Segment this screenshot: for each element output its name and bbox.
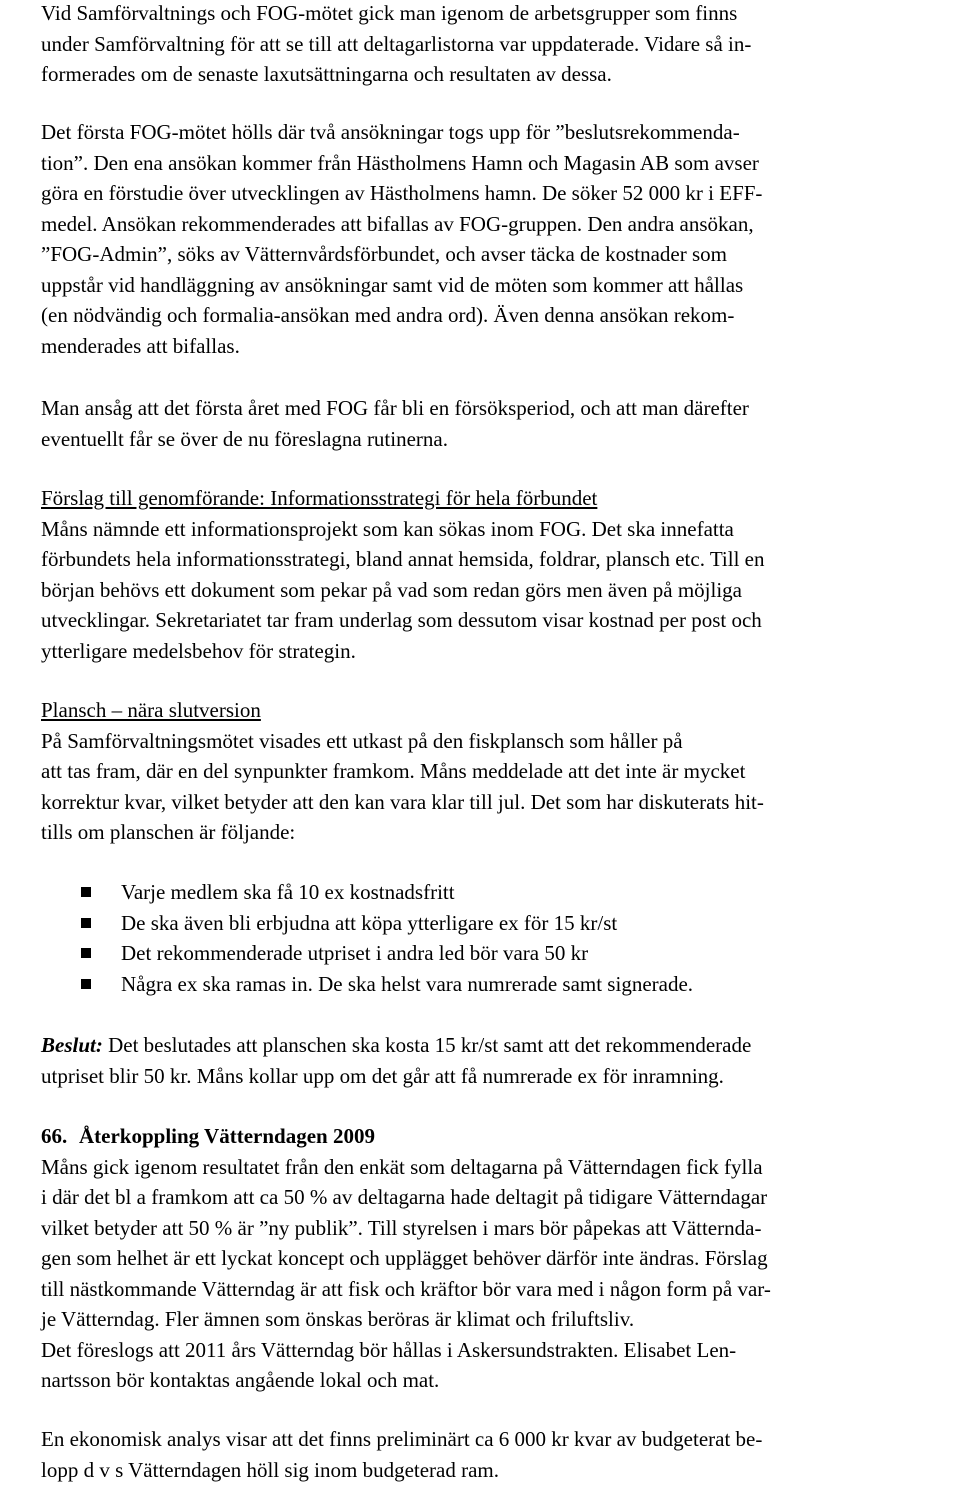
list-item-text: De ska även bli erbjudna att köpa ytterligare ex för 15 kr/st <box>121 911 617 935</box>
list-item-text: Det rekommenderade utpriset i andra led bör vara 50 kr <box>121 941 588 965</box>
section-information-strategy <box>41 483 765 666</box>
paragraph-trial-period <box>41 393 749 454</box>
text-line: förbundets hela informationsstrategi, bland annat hemsida, foldrar, plansch etc. Till en <box>41 544 765 575</box>
paragraph-samforvaltning <box>41 0 751 90</box>
decision-paragraph <box>41 1030 751 1091</box>
decision-label: Beslut: <box>41 1033 103 1057</box>
text-line: uppstår vid handläggning av ansökningar samt vid de möten som kommer att hållas <box>41 270 762 301</box>
text-line: Måns gick igenom resultatet från den enkät som deltagarna på Vätterndagen fick fylla <box>41 1152 771 1183</box>
text-line: till nästkommande Vätterndag är att fisk och kräftor bör vara med i någon form på var- <box>41 1274 771 1305</box>
text-line: På Samförvaltningsmötet visades ett utkast på den fiskplansch som håller på <box>41 726 764 757</box>
text-line: att tas fram, där en del synpunkter framkom. Måns meddelade att det inte är mycket <box>41 756 764 787</box>
text-line: tills om planschen är följande: <box>41 817 764 848</box>
text-line: början behövs ett dokument som pekar på vad som redan görs men även på möjliga <box>41 575 765 606</box>
text-line: eventuellt får se över de nu föreslagna rutinerna. <box>41 424 749 455</box>
text-line: utpriset blir 50 kr. Måns kollar upp om det går att få numrerade ex för inramning. <box>41 1061 751 1092</box>
list-item <box>41 969 693 1000</box>
section-heading: Plansch – nära slutversion <box>41 695 764 726</box>
text-line: medel. Ansökan rekommenderades att bifallas av FOG-gruppen. Den andra ansökan, <box>41 209 762 240</box>
text-line: ”FOG-Admin”, söks av Vätternvårdsförbundet, och avser täcka de kostnader som <box>41 239 762 270</box>
text-line: je Vätterndag. Fler ämnen som önskas beröras är klimat och friluftsliv. <box>41 1304 771 1335</box>
text-line: korrektur kvar, vilket betyder att den kan vara klar till jul. Det som har diskuterats hit- <box>41 787 764 818</box>
section-number: 66. <box>41 1121 79 1152</box>
text-line: Måns nämnde ett informationsprojekt som kan sökas inom FOG. Det ska innefatta <box>41 514 765 545</box>
section-heading: Förslag till genomförande: Informationsstrategi för hela förbundet <box>41 483 765 514</box>
section-66 <box>41 1121 771 1396</box>
text-line: formerades om de senaste laxutsättningarna och resultaten av dessa. <box>41 59 751 90</box>
text-line: i där det bl a framkom att ca 50 % av deltagarna hade deltagit på tidigare Vätterndagar <box>41 1182 771 1213</box>
plansch-bullet-list <box>41 877 693 999</box>
text-line: tion”. Den ena ansökan kommer från Hästholmens Hamn och Magasin AB som avser <box>41 148 762 179</box>
text-line: lopp d v s Vätterndagen höll sig inom budgeterad ram. <box>41 1455 762 1485</box>
square-bullet-icon <box>81 948 91 958</box>
text-line <box>41 1030 751 1061</box>
text-line: ytterligare medelsbehov för strategin. <box>41 636 765 667</box>
square-bullet-icon <box>81 918 91 928</box>
text-line: vilket betyder att 50 % är ”ny publik”. Till styrelsen i mars bör påpekas att Vätternda- <box>41 1213 771 1244</box>
text-line: Man ansåg att det första året med FOG får bli en försöksperiod, och att man därefter <box>41 393 749 424</box>
list-item-text: Några ex ska ramas in. De ska helst vara numrerade samt signerade. <box>121 972 693 996</box>
text-line: gen som helhet är ett lyckat koncept och upplägget behöver därför inte ändras. Förslag <box>41 1243 771 1274</box>
text-line: under Samförvaltning för att se till att deltagarlistorna var uppdaterade. Vidare så in- <box>41 29 751 60</box>
text-line: menderades att bifallas. <box>41 331 762 362</box>
paragraph-fog-meeting <box>41 117 762 361</box>
text-line: Vid Samförvaltnings och FOG-mötet gick man igenom de arbetsgrupper som finns <box>41 0 751 29</box>
list-item <box>41 908 693 939</box>
list-item <box>41 877 693 908</box>
section-title <box>41 1121 771 1152</box>
square-bullet-icon <box>81 979 91 989</box>
text-line: (en nödvändig och formalia-ansökan med andra ord). Även denna ansökan rekom- <box>41 300 762 331</box>
section-title-text: Återkoppling Vätterndagen 2009 <box>79 1124 375 1148</box>
list-item-text: Varje medlem ska få 10 ex kostnadsfritt <box>121 880 455 904</box>
text-line: Det första FOG-mötet hölls där två ansökningar togs upp för ”beslutsrekommenda- <box>41 117 762 148</box>
text-line: utvecklingar. Sekretariatet tar fram underlag som dessutom visar kostnad per post och <box>41 605 765 636</box>
text-line: Det föreslogs att 2011 års Vätterndag bör hållas i Askersundstrakten. Elisabet Len- <box>41 1335 771 1366</box>
text-line: En ekonomisk analys visar att det finns preliminärt ca 6 000 kr kvar av budgeterat be- <box>41 1424 762 1455</box>
square-bullet-icon <box>81 887 91 897</box>
decision-text: Det beslutades att planschen ska kosta 15 kr/st samt att det rekommenderade <box>103 1033 751 1057</box>
list-item <box>41 938 693 969</box>
section-plansch <box>41 695 764 848</box>
text-line: nartsson bör kontaktas angående lokal och mat. <box>41 1365 771 1396</box>
paragraph-budget <box>41 1424 762 1485</box>
text-line: göra en förstudie över utvecklingen av Hästholmens hamn. De söker 52 000 kr i EFF- <box>41 178 762 209</box>
